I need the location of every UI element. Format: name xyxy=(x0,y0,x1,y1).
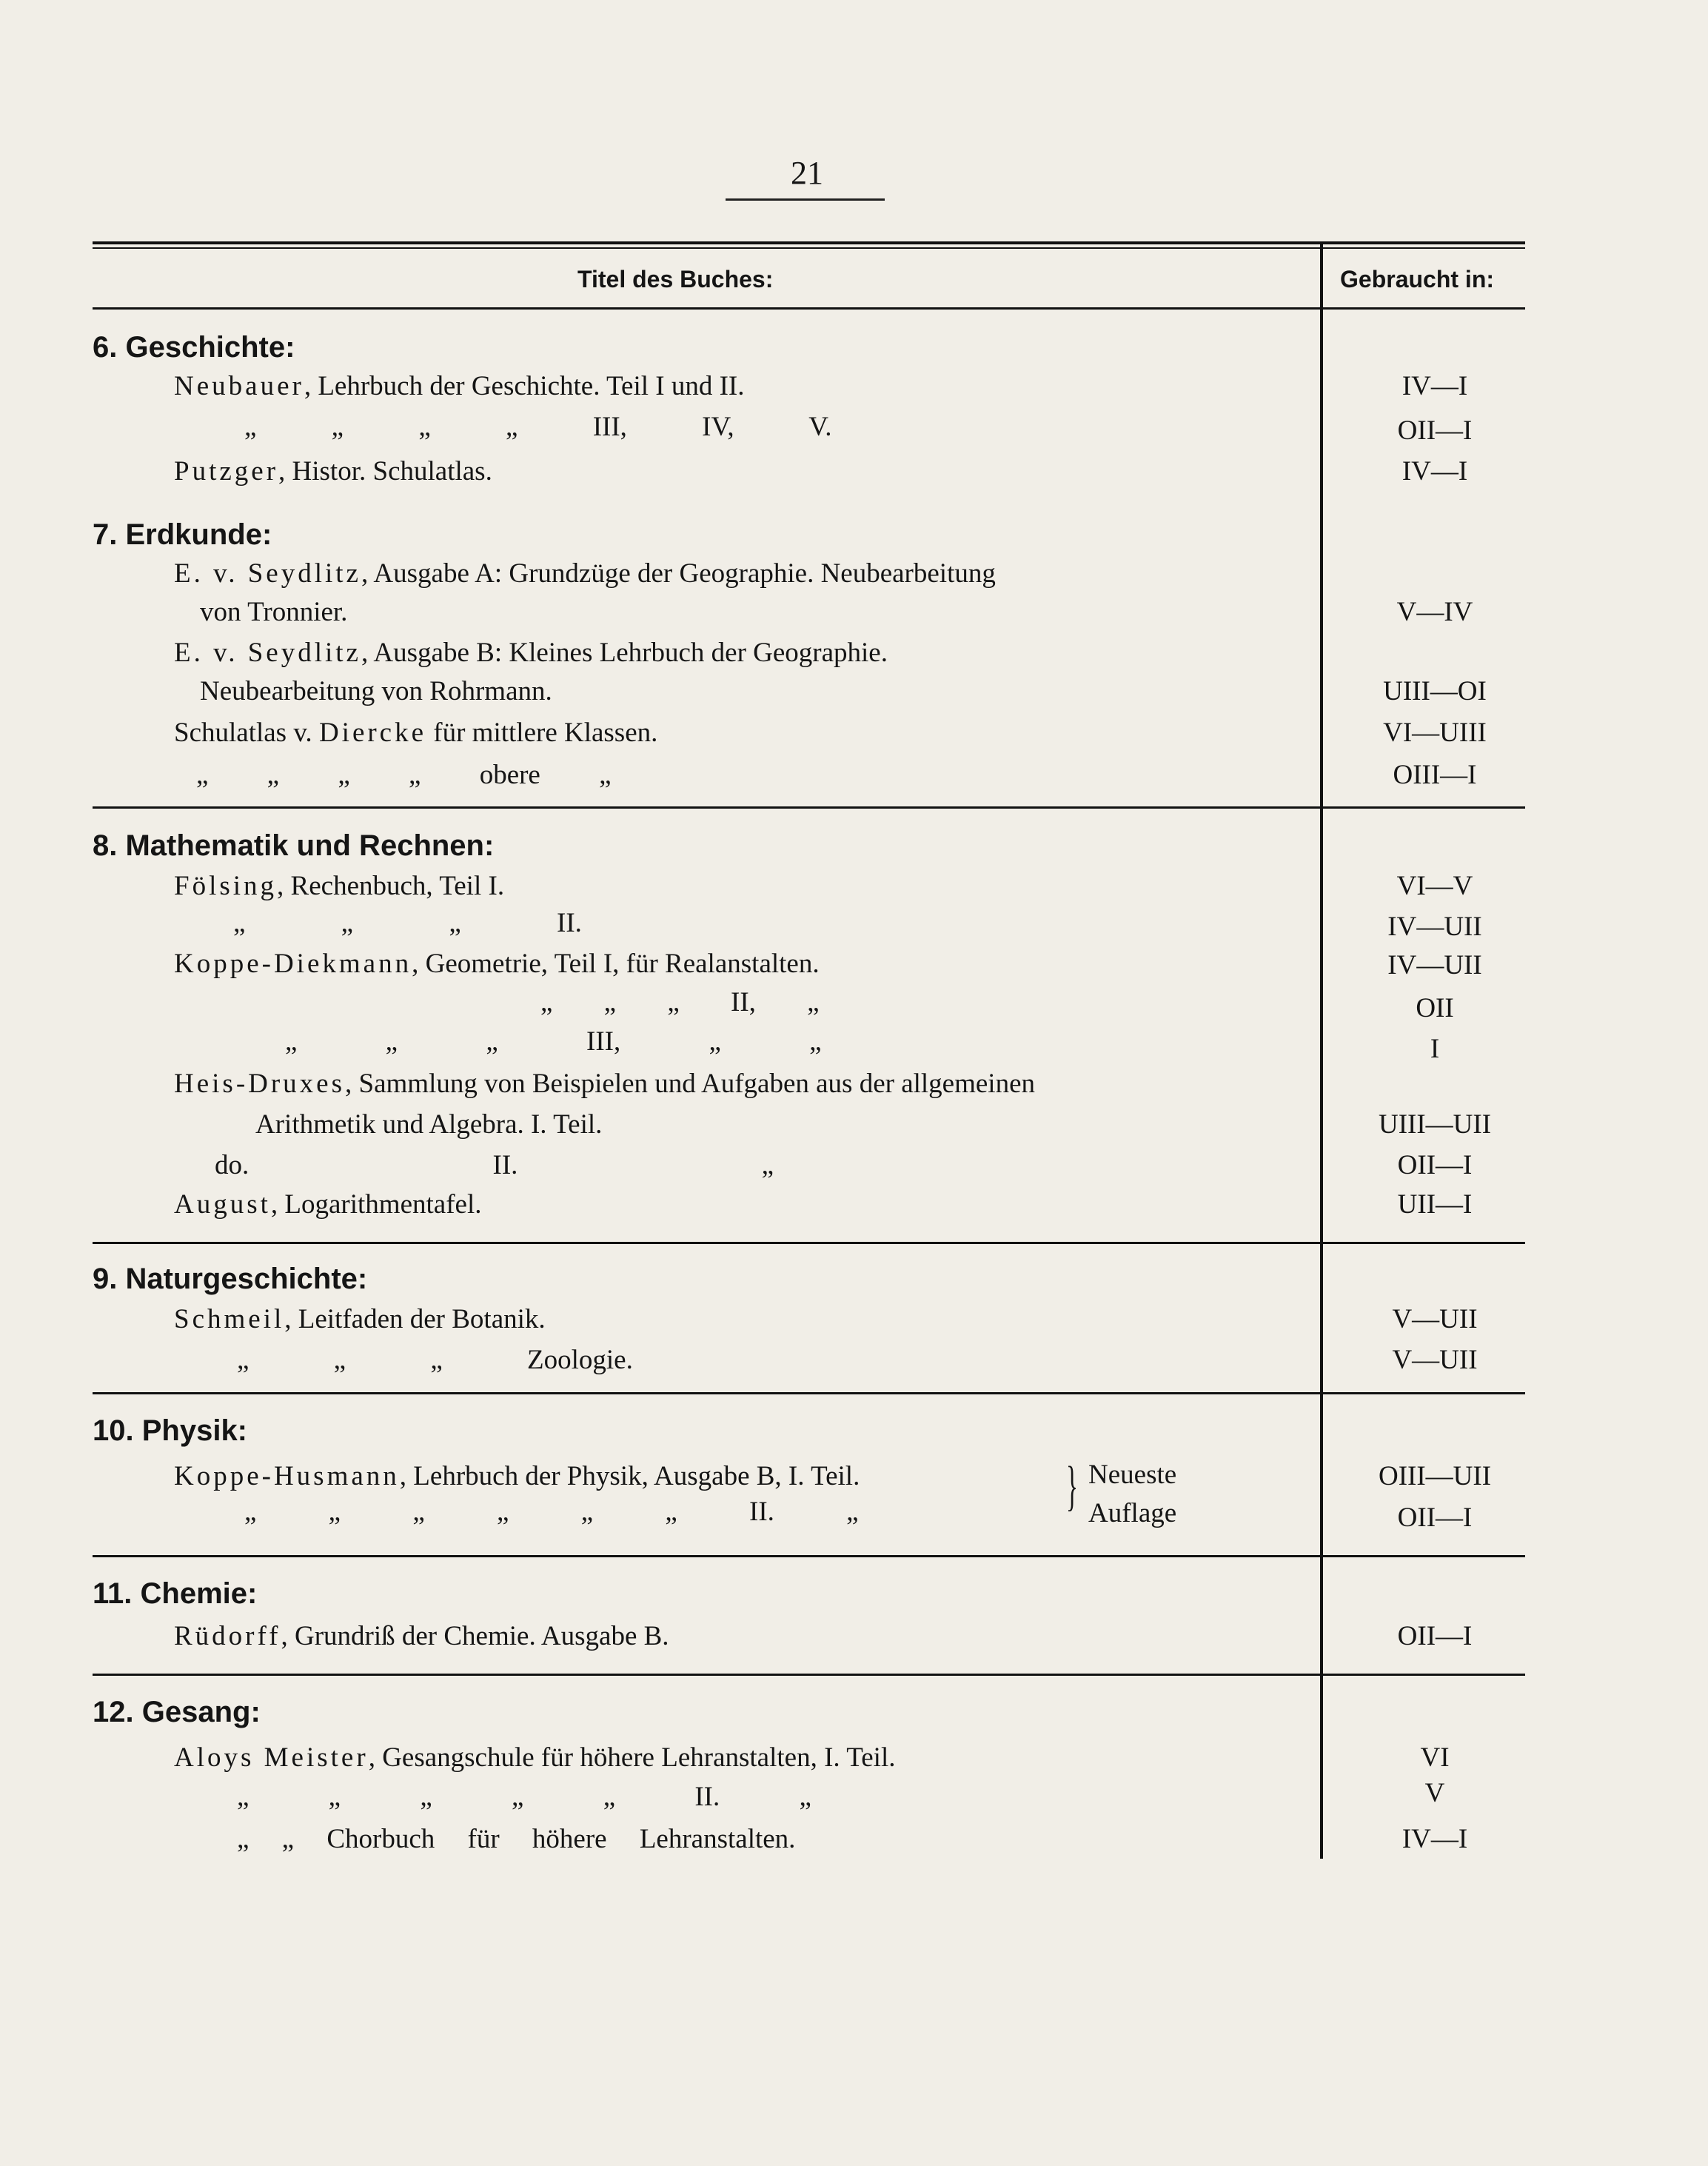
used-in: IV—I xyxy=(1401,456,1468,487)
book-line: Aloys Meister, Gesangschule für höhere Lehranstalten, I. Teil. xyxy=(174,1742,896,1773)
author: Schmeil xyxy=(174,1304,285,1334)
used-in: OII—I xyxy=(1397,415,1473,446)
book-line: E. v. Seydlitz, Ausgabe B: Kleines Lehrbuch der Geographie. xyxy=(174,638,888,668)
author: Fölsing xyxy=(174,871,278,901)
section-separator xyxy=(93,1242,1525,1244)
section-heading-erdkunde: 7. Erdkunde: xyxy=(93,518,272,551)
book-line: „ „ „ Zoologie. xyxy=(237,1345,633,1375)
section-separator xyxy=(93,1674,1525,1676)
book-line: do. II. „ xyxy=(215,1150,774,1180)
book-line: „ „ „ „ „ II. „ xyxy=(237,1782,811,1812)
author: Aloys Meister xyxy=(174,1742,369,1773)
used-in: OIII—I xyxy=(1393,760,1477,790)
author: E. v. Seydlitz xyxy=(174,638,361,668)
book-line: „ „ „ II. xyxy=(233,908,582,938)
section-heading-gesang: 12. Gesang: xyxy=(93,1696,261,1728)
used-in: OII—I xyxy=(1397,1503,1473,1533)
book-line: von Tronnier. xyxy=(200,597,348,627)
used-in: OII—I xyxy=(1397,1621,1473,1651)
used-in: V xyxy=(1424,1778,1445,1808)
section-heading-chemie: 11. Chemie: xyxy=(93,1577,258,1610)
column-divider xyxy=(1320,244,1323,1859)
section-heading-geschichte: 6. Geschichte: xyxy=(93,331,295,364)
used-in: VI—V xyxy=(1396,871,1473,901)
used-in: V—IV xyxy=(1396,597,1473,627)
used-in: OII xyxy=(1416,993,1454,1023)
used-in: UIII—UII xyxy=(1378,1109,1492,1140)
book-line: „ „ „ „ obere „ xyxy=(196,760,612,790)
used-in: V—UII xyxy=(1392,1304,1478,1334)
book-line: August, Logarithmentafel. xyxy=(174,1189,482,1220)
header-bottom-rule xyxy=(93,307,1525,310)
book-line: Fölsing, Rechenbuch, Teil I. xyxy=(174,871,505,901)
used-in: VI xyxy=(1420,1742,1450,1773)
author: Rüdorff xyxy=(174,1621,281,1651)
table-top-rule xyxy=(93,241,1525,244)
author: August xyxy=(174,1189,271,1220)
table-top-rule-thin xyxy=(93,247,1525,249)
header-used-column: Gebraucht in: xyxy=(1340,266,1495,293)
book-line: „ „ Chorbuch für höhere Lehranstalten. xyxy=(237,1824,796,1854)
used-in: IV—I xyxy=(1401,1824,1468,1854)
section-heading-mathematik: 8. Mathematik und Rechnen: xyxy=(93,829,495,862)
used-in: V—UII xyxy=(1392,1345,1478,1375)
header-title-column: Titel des Buches: xyxy=(577,266,774,293)
brace-note: Auflage xyxy=(1088,1498,1177,1528)
author: Heis-Druxes xyxy=(174,1069,346,1099)
section-separator xyxy=(93,806,1525,809)
book-line: „ „ „ II, „ xyxy=(540,987,820,1017)
book-line: „ „ „ „ „ „ II. „ xyxy=(244,1497,859,1527)
used-in: OII—I xyxy=(1397,1150,1473,1180)
used-in: IV—UII xyxy=(1387,950,1482,980)
used-in: I xyxy=(1430,1034,1440,1064)
book-line: Heis-Druxes, Sammlung von Beispielen und Aufgaben aus der allgemeinen xyxy=(174,1069,1036,1099)
book-line: Rüdorff, Grundriß der Chemie. Ausgabe B. xyxy=(174,1621,669,1651)
book-line: „ „ „ III, „ „ xyxy=(285,1026,822,1057)
section-separator xyxy=(93,1555,1525,1557)
page-number: 21 xyxy=(791,155,823,191)
used-in: OIII—UII xyxy=(1378,1461,1492,1491)
used-in: UIII—OI xyxy=(1383,676,1487,706)
brace-note: Neueste xyxy=(1088,1460,1177,1490)
page-number-rule xyxy=(726,198,885,201)
book-line: Neubauer, Lehrbuch der Geschichte. Teil I und II. xyxy=(174,371,745,401)
book-line: Neubearbeitung von Rohrmann. xyxy=(200,676,552,706)
author: Koppe-Diekmann xyxy=(174,949,412,979)
section-heading-physik: 10. Physik: xyxy=(93,1414,248,1447)
section-separator xyxy=(93,1392,1525,1394)
book-line: Koppe-Diekmann, Geometrie, Teil I, für Realanstalten. xyxy=(174,949,820,979)
used-in: UII—I xyxy=(1397,1189,1473,1220)
author: Koppe-Husmann xyxy=(174,1461,400,1491)
book-line: Koppe-Husmann, Lehrbuch der Physik, Ausgabe B, I. Teil. xyxy=(174,1461,860,1491)
author: Putzger xyxy=(174,456,279,487)
book-line: Arithmetik und Algebra. I. Teil. xyxy=(255,1109,603,1140)
book-line: „ „ „ „ III, IV, V. xyxy=(244,412,832,442)
book-line: E. v. Seydlitz, Ausgabe A: Grundzüge der Geographie. Neubearbeitung xyxy=(174,558,996,589)
author: Neubauer xyxy=(174,371,304,401)
used-in: VI—UIII xyxy=(1383,718,1487,748)
used-in: IV—UII xyxy=(1387,912,1482,942)
book-line: Schmeil, Leitfaden der Botanik. xyxy=(174,1304,546,1334)
author: Diercke xyxy=(318,718,427,748)
book-line: Schulatlas v. Diercke für mittlere Klassen. xyxy=(174,718,658,748)
section-heading-naturgeschichte: 9. Naturgeschichte: xyxy=(93,1263,368,1295)
used-in: IV—I xyxy=(1401,371,1468,401)
author: E. v. Seydlitz xyxy=(174,558,361,589)
brace: } xyxy=(1066,1456,1078,1517)
book-line: Putzger, Histor. Schulatlas. xyxy=(174,456,492,487)
